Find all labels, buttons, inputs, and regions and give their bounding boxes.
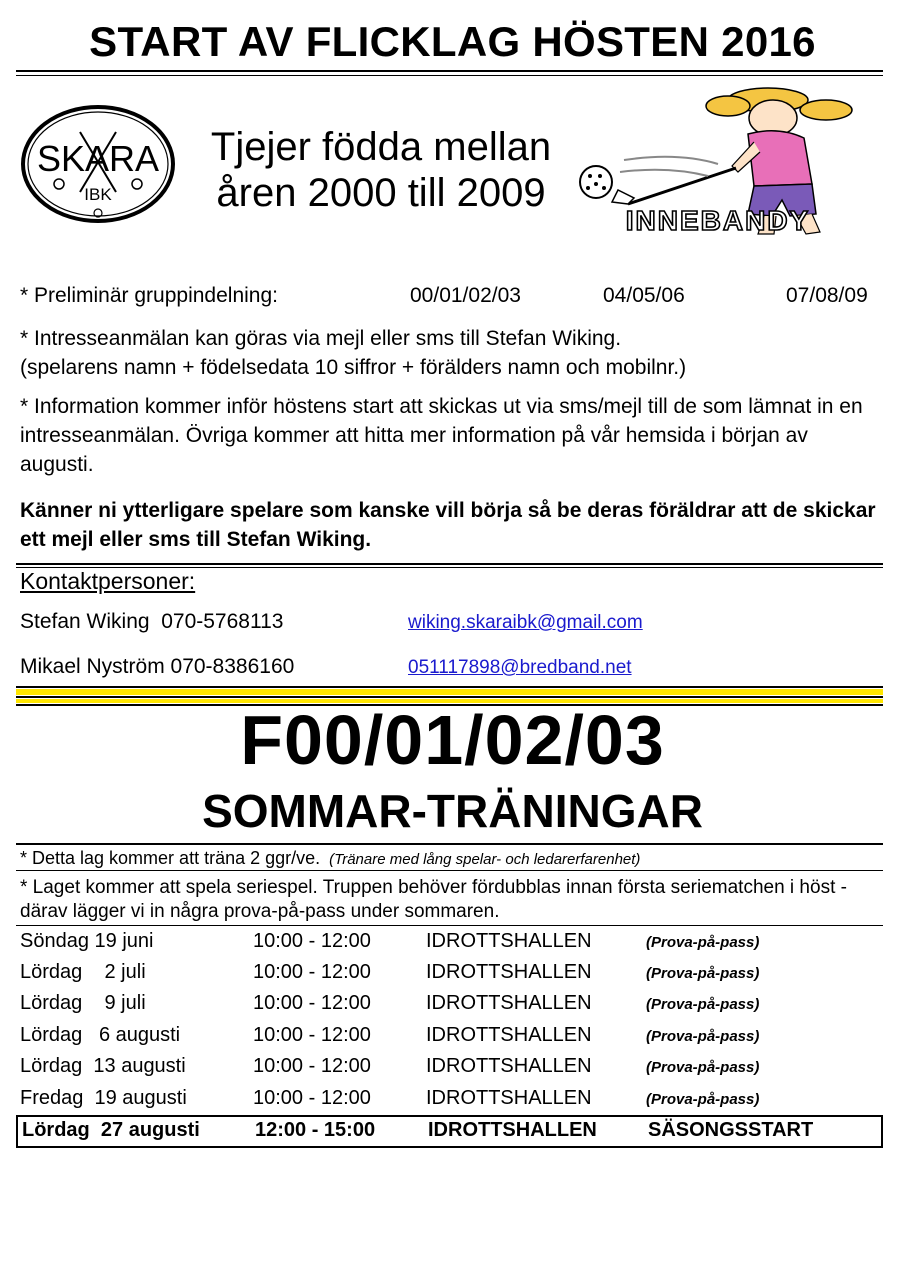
mascot-wordmark: INNEBANDY — [625, 205, 811, 236]
season-start-day: Lördag 27 augusti — [22, 1119, 200, 1141]
schedule-note: (Prova-på-pass) — [646, 934, 760, 951]
page-title: START AV FLICKLAG HÖSTEN 2016 — [89, 18, 816, 65]
schedule-place: IDROTTSHALLEN — [426, 930, 592, 952]
schedule-place: IDROTTSHALLEN — [426, 1024, 592, 1046]
innebandy-mascot-illustration — [568, 82, 868, 247]
information-paragraph: * Information kommer inför höstens start att skickas ut via sms/mejl till de som lämnat in en intresseanmälan. Övriga kommer att hitta mer information på vår hemsida i början av augusti. — [20, 395, 863, 476]
schedule-day: Lördag 6 augusti — [20, 1024, 181, 1046]
coach-note: (Tränare med lång spelar- och ledarerfarenhet) — [329, 851, 641, 868]
schedule-row — [16, 1020, 883, 1051]
group-label: * Preliminär gruppindelning: — [20, 284, 278, 307]
schedule-row — [16, 1051, 883, 1082]
schedule-day: Lördag 9 juli — [20, 992, 146, 1014]
schedule-place: IDROTTSHALLEN — [426, 992, 592, 1014]
contacts-divider — [16, 563, 883, 565]
schedule-row — [16, 957, 883, 988]
subtitle-line-2: åren 2000 till 2009 — [216, 171, 546, 215]
schedule-time: 10:00 - 12:00 — [253, 992, 371, 1014]
age-range-subtitle — [196, 124, 566, 216]
notes-divider-top — [16, 843, 883, 845]
interest-line-1: * Intresseanmälan kan göras via mejl eller sms till Stefan Wiking. — [20, 327, 622, 350]
contact-name-stefan: Stefan Wiking 070-5768113 — [20, 610, 284, 633]
schedule-place: IDROTTSHALLEN — [426, 1055, 592, 1077]
schedule-note: (Prova-på-pass) — [646, 996, 760, 1013]
group-2: 04/05/06 — [603, 284, 685, 307]
schedule-day: Lördag 2 juli — [20, 961, 146, 983]
league-note: * Laget kommer att spela seriespel. Truppen behöver fördubblas innan första seriematchen i höst - därav lägger vi in några prova-på-pass under sommaren. — [20, 877, 847, 922]
notes-divider-mid — [16, 870, 883, 871]
schedule-time: 10:00 - 12:00 — [253, 1055, 371, 1077]
appeal-paragraph: Känner ni ytterligare spelare som kanske vill börja så be deras föräldrar att de skickar ett mejl eller sms till Stefan Wiking. — [20, 499, 876, 551]
schedule-place: IDROTTSHALLEN — [426, 1087, 592, 1109]
schedule-day: Fredag 19 augusti — [20, 1087, 187, 1109]
schedule-note: (Prova-på-pass) — [646, 1091, 760, 1108]
yellow-stripe — [16, 689, 883, 695]
training-schedule — [16, 926, 883, 1116]
season-start-label: SÄSONGSSTART — [648, 1119, 814, 1141]
group-1: 00/01/02/03 — [410, 284, 521, 307]
contacts-heading: Kontaktpersoner: — [20, 568, 196, 594]
schedule-note: (Prova-på-pass) — [646, 1028, 760, 1045]
schedule-day: Söndag 19 juni — [20, 930, 154, 952]
subtitle-line-1: Tjejer födda mellan — [210, 125, 552, 169]
schedule-time: 10:00 - 12:00 — [253, 961, 371, 983]
stripe-top-line — [16, 686, 883, 688]
logo-subtext: IBK — [84, 185, 112, 204]
team-name: F00/01/02/03 — [240, 701, 665, 779]
schedule-row — [16, 1083, 883, 1114]
skara-ibk-logo — [20, 104, 176, 229]
schedule-day: Lördag 13 augusti — [20, 1055, 186, 1077]
schedule-time: 10:00 - 12:00 — [253, 1024, 371, 1046]
contact-email-stefan[interactable]: wiking.skaraibk@gmail.com — [408, 612, 643, 633]
contact-name-mikael: Mikael Nyström 070-8386160 — [20, 655, 295, 678]
schedule-place: IDROTTSHALLEN — [426, 961, 592, 983]
season-start-row — [16, 1115, 883, 1148]
schedule-time: 10:00 - 12:00 — [253, 1087, 371, 1109]
schedule-row — [16, 926, 883, 957]
interest-text — [20, 324, 885, 382]
schedule-row — [16, 988, 883, 1019]
logo-text: SKARA — [36, 138, 160, 179]
season-start-place: IDROTTSHALLEN — [428, 1119, 597, 1141]
season-start-cells — [18, 1115, 881, 1146]
training-note — [20, 848, 640, 869]
title-divider — [16, 70, 883, 72]
season-start-time: 12:00 - 15:00 — [255, 1119, 376, 1141]
group-3: 07/08/09 — [786, 284, 868, 307]
interest-line-2: (spelarens namn + födelsedata 10 siffror + förälders namn och mobilnr.) — [20, 356, 687, 379]
training-note-text: * Detta lag kommer att träna 2 ggr/ve. — [20, 848, 321, 868]
summer-training-heading: SOMMAR-TRÄNINGAR — [202, 785, 703, 837]
schedule-note: (Prova-på-pass) — [646, 965, 760, 982]
contact-email-mikael[interactable]: 051117898@bredband.net — [408, 657, 632, 678]
title-divider-thin — [16, 75, 883, 76]
stripe-line-mid — [16, 696, 883, 698]
schedule-note: (Prova-på-pass) — [646, 1059, 760, 1076]
schedule-time: 10:00 - 12:00 — [253, 930, 371, 952]
